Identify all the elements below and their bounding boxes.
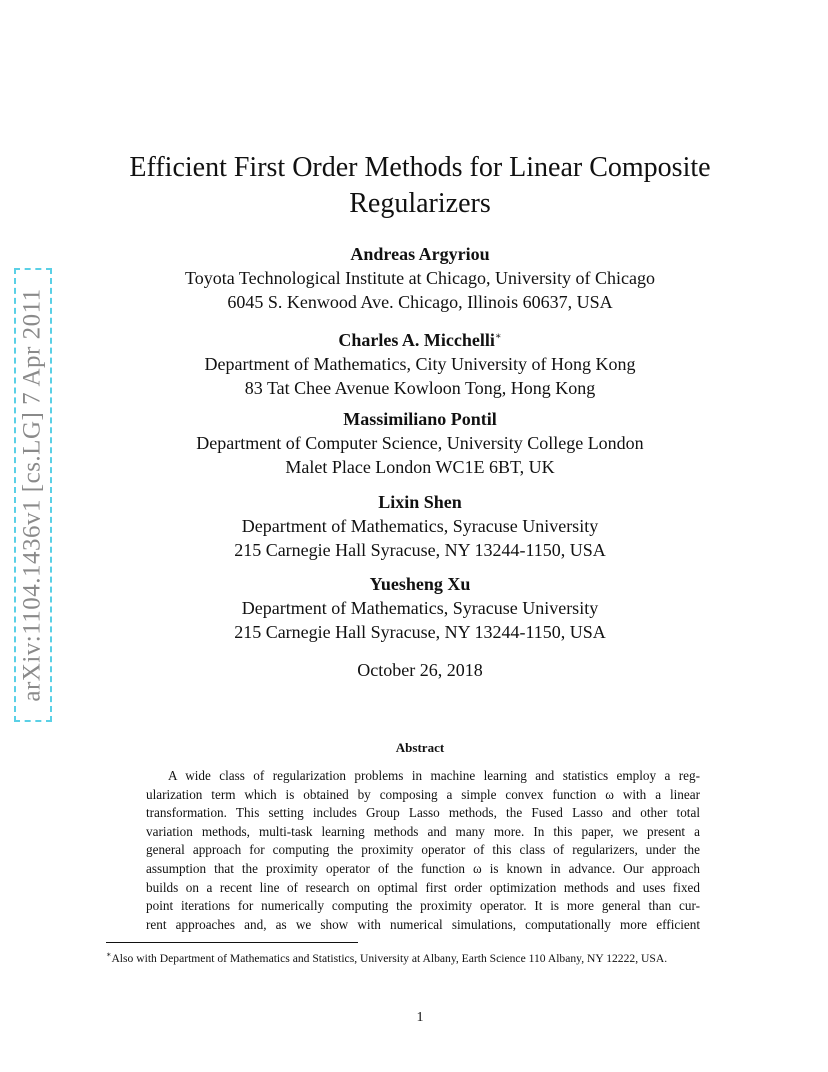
author-address: Malet Place London WC1E 6BT, UK: [285, 457, 555, 477]
author-name: Massimiliano Pontil: [343, 409, 497, 429]
author-address: 215 Carnegie Hall Syracuse, NY 13244-1150, USA: [234, 622, 606, 642]
author-affiliation: Department of Computer Science, University College London: [196, 433, 644, 453]
author-address: 83 Tat Chee Avenue Kowloon Tong, Hong Kong: [244, 378, 596, 398]
author-affiliation: Department of Mathematics, City University of Hong Kong: [204, 354, 636, 374]
abstract-line: builds on a recent line of research on optimal first order optimization methods and uses fixed: [146, 879, 700, 895]
author-block-pontil: [100, 407, 740, 479]
arxiv-identifier-text: arXiv:1104.1436v1 [cs.LG] 7 Apr 2011: [19, 288, 46, 702]
arxiv-identifier-stamp: [14, 268, 52, 722]
abstract-line: ularization term which is obtained by composing a simple convex function ω with a linear: [146, 786, 700, 802]
abstract-line: general approach for computing the proximity operator of this class of regularizers, under the: [146, 842, 700, 858]
author-name: Lixin Shen: [378, 492, 462, 512]
author-affiliation: Department of Mathematics, Syracuse University: [241, 598, 599, 618]
author-name: Charles A. Micchelli∗: [338, 330, 502, 350]
abstract-line: variation methods, multi-task learning methods and many more. In this paper, we present a: [146, 823, 700, 839]
author-affiliation: Toyota Technological Institute at Chicago, University of Chicago: [184, 268, 656, 288]
footnote-marker: ∗: [106, 950, 112, 959]
author-block-argyriou: [100, 242, 740, 314]
abstract-line: assumption that the proximity operator of the function ω is known in advance. Our approach: [146, 860, 700, 876]
abstract-heading: Abstract: [395, 740, 445, 755]
author-name: Andreas Argyriou: [350, 244, 490, 264]
footnote-text: Also with Department of Mathematics and Statistics, University at Albany, Earth Science 110 Albany, NY 12222, USA.: [111, 951, 668, 965]
paper-title-line-1: Efficient First Order Methods for Linear Composite: [129, 152, 711, 183]
author-block-micchelli: [100, 325, 740, 400]
abstract-line: rent approaches and, as we show with numerical simulations, computationally more efficient: [146, 916, 700, 932]
abstract-line: A wide class of regularization problems in machine learning and statistics employ a reg-: [168, 768, 700, 783]
abstract-line: transformation. This setting includes Group Lasso methods, the Fused Lasso and other total: [146, 805, 700, 821]
author-address: 215 Carnegie Hall Syracuse, NY 13244-1150, USA: [234, 540, 606, 560]
author-address: 6045 S. Kenwood Ave. Chicago, Illinois 60637, USA: [227, 292, 613, 312]
author-block-shen: [100, 490, 740, 562]
page-number: 1: [416, 1010, 424, 1025]
footnote-divider: [106, 942, 358, 943]
paper-title: [100, 150, 740, 222]
footnote: [106, 946, 742, 967]
author-block-xu: [100, 572, 740, 644]
footnote-marker: ∗: [494, 331, 502, 342]
abstract-line: point iterations for numerically computing the proximity operator. It is more general than cur-: [146, 898, 700, 914]
publication-date: October 26, 2018: [357, 660, 483, 680]
abstract-body: [146, 767, 700, 934]
author-name: Yuesheng Xu: [369, 574, 471, 594]
author-affiliation: Department of Mathematics, Syracuse University: [241, 516, 599, 536]
paper-title-line-2: Regularizers: [349, 188, 491, 219]
